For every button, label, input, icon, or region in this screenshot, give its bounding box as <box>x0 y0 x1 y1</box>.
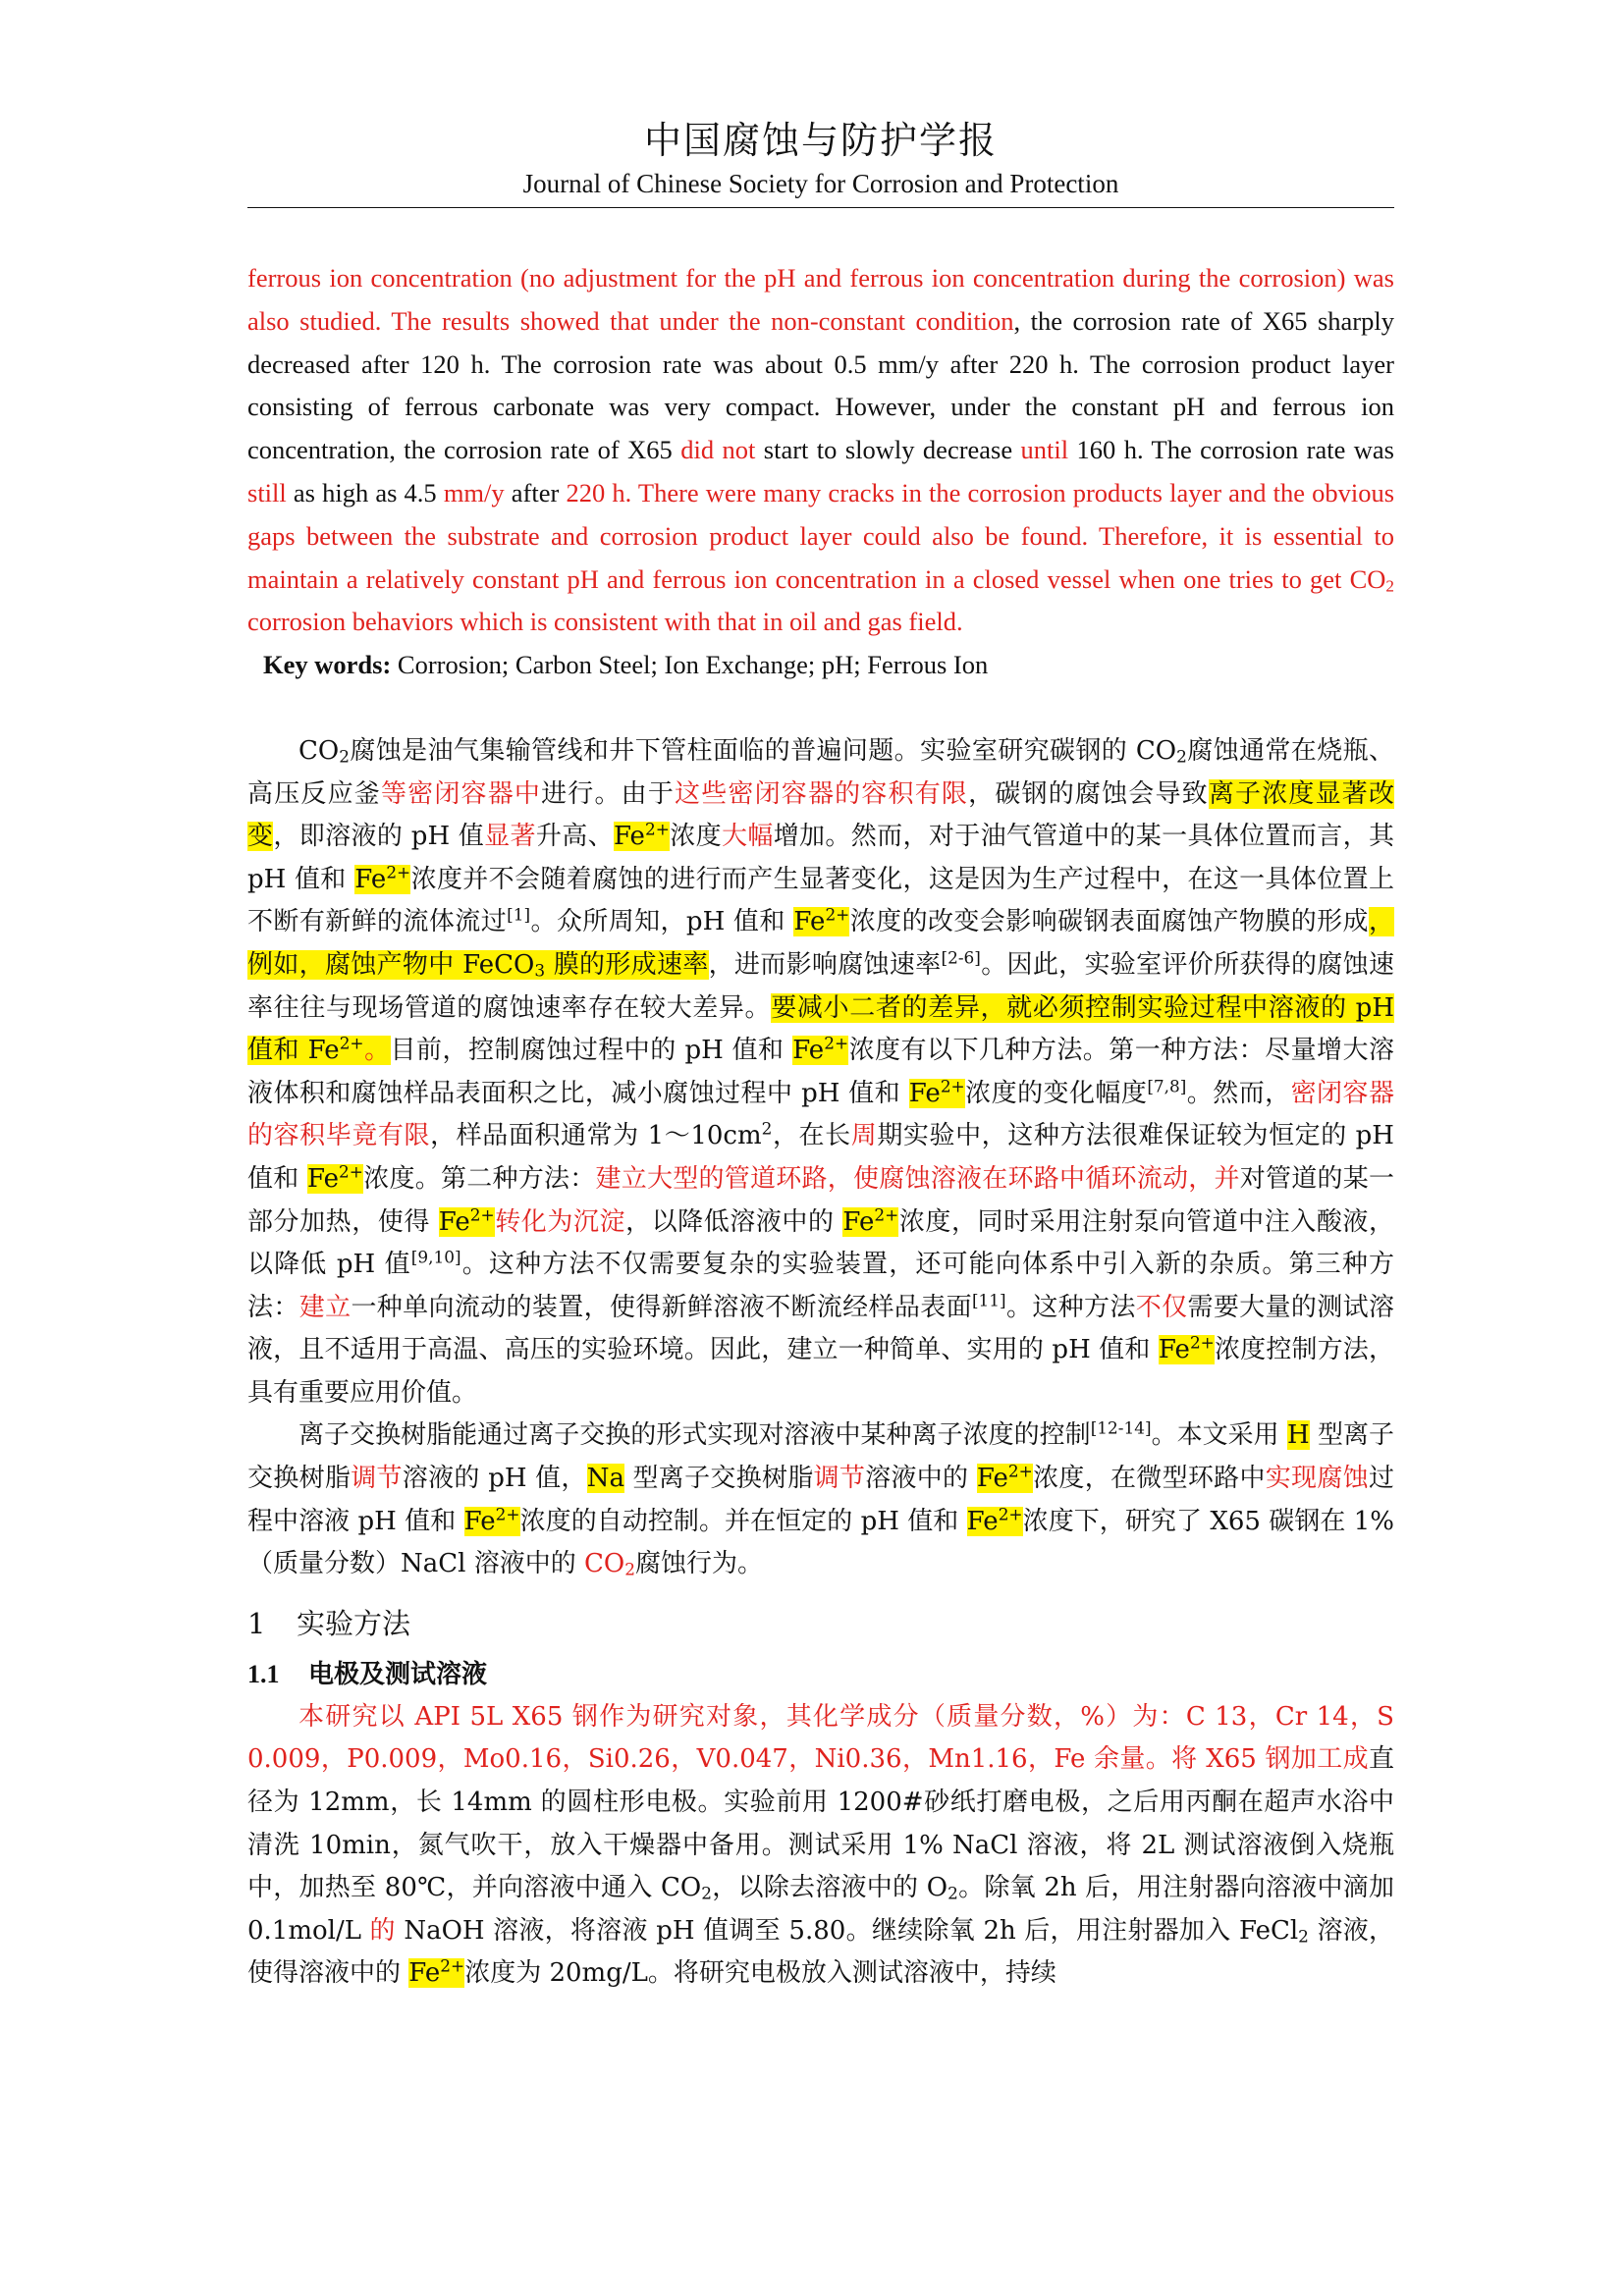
journal-title-en: Journal of Chinese Society for Corrosion and Protection <box>522 169 1119 198</box>
text: Fe <box>908 1078 941 1108</box>
abstract-text: mm/y <box>443 477 505 507</box>
subscript: 2 <box>1176 746 1187 767</box>
highlighted-text <box>966 1504 1023 1536</box>
text: ，即溶液的 pH 值 <box>273 822 485 852</box>
text: 不仅 <box>1135 1292 1188 1322</box>
section-number: 1 <box>247 1606 266 1640</box>
text: 转化为沉淀 <box>494 1206 626 1237</box>
superscript: 2+ <box>469 1204 495 1225</box>
text: 。因此，实验室评价所获得的腐蚀速率往往与现场管道的腐蚀速率存在较大差异。 <box>247 949 1394 1023</box>
text: Fe <box>842 1206 875 1237</box>
text: Fe <box>966 1506 999 1536</box>
highlighted-text <box>793 907 849 936</box>
text: Fe <box>438 1206 470 1237</box>
text: 浓度为 20mg/L。将研究电极放入测试溶液中，持续 <box>464 1958 1056 1989</box>
intro-paragraph-1 <box>247 730 1394 1415</box>
page-content <box>247 257 1394 1996</box>
text: 膜的形成速率 <box>545 949 709 980</box>
text: 。这种方法不仅需要复杂的实验装置，还可能向体系中引入新的杂质。第三种方法： <box>247 1250 1394 1322</box>
superscript: 2+ <box>824 1033 849 1053</box>
text: 。 <box>363 1036 391 1066</box>
citation: [9,10] <box>410 1247 461 1267</box>
text: Fe <box>463 1506 496 1536</box>
highlighted-text <box>792 1033 849 1066</box>
superscript: 2+ <box>1189 1333 1215 1353</box>
superscript: 2+ <box>386 862 411 882</box>
text: 密闭容器的容积毕竟有限 <box>247 1078 1394 1151</box>
text: ，样品面积通常为 1～10cm <box>430 1121 762 1151</box>
keywords-line <box>247 644 1394 687</box>
abstract-text: corrosion behaviors which is consistent with that in oil and gas field. <box>247 607 963 637</box>
highlighted-text <box>354 862 411 894</box>
highlighted-text: 离子浓度显著改变 <box>247 778 1394 852</box>
abstract-text: still <box>247 477 287 507</box>
highlighted-text <box>908 1076 965 1108</box>
text: ，以降低溶液中的 <box>625 1206 843 1237</box>
methods-paragraph-1 <box>247 1696 1394 1996</box>
text: 离子交换树脂能通过离子交换的形式实现对溶液中某种离子浓度的控制 <box>298 1420 1091 1451</box>
abstract-text: , the corrosion rate of X65 sharply decreased after 120 h. The corrosion rate was about 0.5 mm/y after 220 h. The corrosion product layer consisting of ferrous carbonate was very compact. However, under the constant pH and ferrous ion concentration, the corrosion rate of X65 <box>247 305 1394 465</box>
text: 增加。然而，对于油气管道中的某一具体位置而言，其 pH 值和 <box>247 822 1394 894</box>
text: Fe <box>1158 1335 1190 1365</box>
text: 腐蚀是油气集输管线和井下管柱面临的普遍问题。实验室研究碳钢的 CO <box>349 735 1177 766</box>
superscript: 2+ <box>339 1033 364 1053</box>
journal-title-cn: 中国腐蚀与防护学报 <box>643 119 998 162</box>
section-title: 实验方法 <box>297 1606 411 1640</box>
abstract-text: ferrous ion concentration (no adjustment for the pH and ferrous ion concentration during the corrosion) was also studied. The results showed that under the non-constant condition <box>247 263 1394 336</box>
highlighted-text <box>307 1161 363 1194</box>
section-heading-1 <box>247 1602 1394 1645</box>
section-title: 电极及测试溶液 <box>308 1659 488 1689</box>
text: 升高、 <box>535 822 614 852</box>
highlighted-text <box>1159 1335 1215 1364</box>
text: 浓度，同时采用注射泵向管道中注入酸液，以降低 pH 值 <box>247 1206 1394 1280</box>
text: ，以除去溶液中的 O <box>711 1873 948 1903</box>
text: 。然而， <box>1186 1078 1291 1108</box>
text: Fe <box>408 1958 441 1989</box>
text: CO <box>298 735 340 766</box>
highlighted-text: Na <box>586 1464 624 1494</box>
highlighted-text <box>842 1204 899 1237</box>
journal-header <box>247 116 1394 200</box>
text: 溶液，使得溶液中的 <box>247 1915 1394 1989</box>
subscript: 2 <box>1298 1926 1309 1947</box>
text: 直径为 12mm，长 14mm 的圆柱形电极。实验前用 1200#砂纸打磨电极，之后用丙酮在超声水浴中清洗 10min，氮气吹干，放入干燥器中备用。测试采用 1% NaCl 溶液，将 2L 测试溶液倒入烧瓶中，加热至 80℃，并向溶液中通入 CO <box>247 1744 1394 1903</box>
highlighted-text <box>976 1461 1033 1494</box>
header-rule <box>247 207 1394 208</box>
text: 进行。由于 <box>541 778 676 809</box>
superscript: 2+ <box>644 819 670 839</box>
text: 浓度。第二种方法： <box>362 1163 596 1194</box>
section-heading-1-1 <box>247 1653 1394 1696</box>
citation: [12-14] <box>1090 1418 1152 1439</box>
text: 周 <box>850 1121 878 1151</box>
subscript: 2 <box>947 1883 958 1903</box>
text: 型离子交换树脂 <box>247 1420 1395 1494</box>
text: 浓度下，研究了 X65 碳钢在 1%（质量分数）NaCl 溶液中的 <box>247 1506 1394 1579</box>
superscript: 2+ <box>440 1956 465 1977</box>
text: Fe <box>613 822 645 852</box>
subscript: 2 <box>701 1883 712 1903</box>
subscript: 2 <box>1385 576 1394 596</box>
abstract-paragraph <box>247 257 1394 644</box>
text: 调节 <box>351 1464 403 1494</box>
text: 对管道的某一部分加热，使得 <box>247 1163 1394 1237</box>
text: 。众所周知，pH 值和 <box>530 907 794 937</box>
citation: [2-6] <box>941 947 981 968</box>
text: 的 <box>369 1915 396 1946</box>
text: Fe <box>793 907 826 937</box>
keywords-label: Key words: <box>263 650 392 680</box>
text: 要减小二者的差异，就必须控制实验过程中溶液的 pH 值和 Fe <box>247 992 1394 1066</box>
text: ，例如，腐蚀产物中 FeCO <box>247 907 1394 980</box>
abstract-text: . There were many cracks in the corrosion products layer and the obvious gaps between the substrate and corrosion product layer could also be found. Therefore, it is essential to maintain a relatively constant pH and ferrous ion concentration in a closed vessel when one tries to get CO <box>247 477 1395 594</box>
text: Fe <box>976 1464 1008 1494</box>
text: 浓度，在微型环路中 <box>1032 1464 1266 1494</box>
abstract-text: start to slowly decrease <box>755 435 1021 465</box>
text: Fe <box>792 1036 825 1066</box>
abstract-text: 220 h <box>566 477 625 507</box>
superscript: 2+ <box>940 1076 965 1096</box>
text: ，进而影响腐蚀速率 <box>708 949 942 980</box>
abstract-text: did not <box>680 435 756 465</box>
highlighted-text <box>613 819 670 852</box>
text: 溶液的 pH 值， <box>402 1464 587 1494</box>
text: 浓度并不会随着腐蚀的进行而产生显著变化，这是因为生产过程中，在这一具体位置上不断有新鲜的流体流过 <box>247 864 1394 937</box>
citation: [1] <box>507 905 531 926</box>
text: 一种单向流动的装置，使得新鲜溶液不断流经样品表面 <box>351 1292 972 1322</box>
text: 这些密闭容器的容积有限 <box>675 778 969 809</box>
text: 建立 <box>298 1292 352 1322</box>
superscript: 2+ <box>339 1161 363 1182</box>
section-number: 1.1 <box>247 1659 280 1688</box>
citation: [11] <box>971 1290 1006 1310</box>
subscript: 2 <box>624 1559 635 1579</box>
subscript: 2 <box>339 746 350 767</box>
text: 等密闭容器中 <box>380 778 542 809</box>
keywords-list: Corrosion; Carbon Steel; Ion Exchange; pH; Ferrous Ion <box>391 650 989 680</box>
superscript: 2+ <box>874 1204 899 1225</box>
text: 浓度有以下几种方法。第一种方法：尽量增大溶液体积和腐蚀样品表面积之比，减小腐蚀过程中 pH 值和 <box>247 1036 1394 1108</box>
text: 建立大型的管道环路，使腐蚀溶液在环路中循环流动，并 <box>595 1163 1240 1194</box>
text: 目前，控制腐蚀过程中的 pH 值和 <box>390 1036 793 1066</box>
superscript: 2+ <box>495 1504 520 1524</box>
text: NaOH 溶液，将溶液 pH 值调至 5.80。继续除氧 2h 后，用注射器加入 FeCl <box>395 1915 1299 1946</box>
abstract-text: after <box>504 477 567 507</box>
text: 腐蚀通常在烧瓶、高压反应釜 <box>247 735 1394 809</box>
citation: [7,8] <box>1147 1076 1187 1096</box>
highlighted-text <box>463 1504 520 1536</box>
text: 浓度的改变会影响碳钢表面腐蚀产物膜的形成 <box>849 907 1369 937</box>
abstract-text: until <box>1020 435 1069 465</box>
text: 。这种方法 <box>1005 1292 1136 1322</box>
text <box>584 1549 635 1578</box>
text: 期实验中，这种方法很难保证较为恒定的 pH 值和 <box>247 1121 1394 1194</box>
text: ，碳钢的腐蚀会导致 <box>968 778 1209 809</box>
text: 浓度的变化幅度 <box>964 1078 1148 1108</box>
text: 实现腐蚀 <box>1265 1464 1369 1494</box>
text: 浓度控制方法，具有重要应用价值。 <box>247 1335 1394 1408</box>
highlighted-text <box>408 1958 464 1988</box>
text: 需要大量的测试溶液，且不适用于高温、高压的实验环境。因此，建立一种简单、实用的 pH 值和 <box>247 1292 1394 1365</box>
highlighted-text: H <box>1286 1420 1310 1451</box>
text: 腐蚀行为。 <box>634 1549 763 1579</box>
superscript: 2+ <box>998 1504 1023 1524</box>
abstract-text: 160 h. The corrosion rate was <box>1068 435 1394 465</box>
intro-paragraph-2 <box>247 1415 1394 1585</box>
text: 浓度的自动控制。并在恒定的 pH 值和 <box>519 1506 967 1536</box>
superscript: 2+ <box>825 905 850 926</box>
text: CO <box>584 1549 625 1579</box>
highlighted-text <box>438 1204 495 1237</box>
text: 本研究以 API 5L X65 钢作为研究对象，其化学成分（质量分数，%）为：C 13，Cr 14，S 0.009，P0.009，Mo0.16，Si0.26，V0.047，Ni0.36，Mn1.16，Fe 余量。将 X65 钢加工成 <box>247 1701 1394 1775</box>
text: Fe <box>354 864 387 894</box>
text: 。除氧 2h 后，用注射器向溶液中滴加 0.1mol/L <box>247 1873 1394 1946</box>
superscript: 2 <box>761 1119 773 1140</box>
text: 浓度 <box>669 822 722 852</box>
text: 大幅 <box>721 822 774 852</box>
superscript: 2+ <box>1007 1461 1033 1481</box>
abstract-text: as high as 4.5 <box>286 477 444 507</box>
text: 显著 <box>484 822 536 852</box>
text: 型离子交换树脂 <box>623 1464 814 1494</box>
text: 过程中溶液 pH 值和 <box>247 1464 1394 1536</box>
text: 溶液中的 <box>865 1464 977 1494</box>
text: 。本文采用 <box>1151 1420 1287 1451</box>
subscript: 3 <box>534 960 546 981</box>
text: ，在长 <box>772 1121 851 1151</box>
text: Fe <box>307 1163 340 1194</box>
text: 调节 <box>813 1464 866 1494</box>
